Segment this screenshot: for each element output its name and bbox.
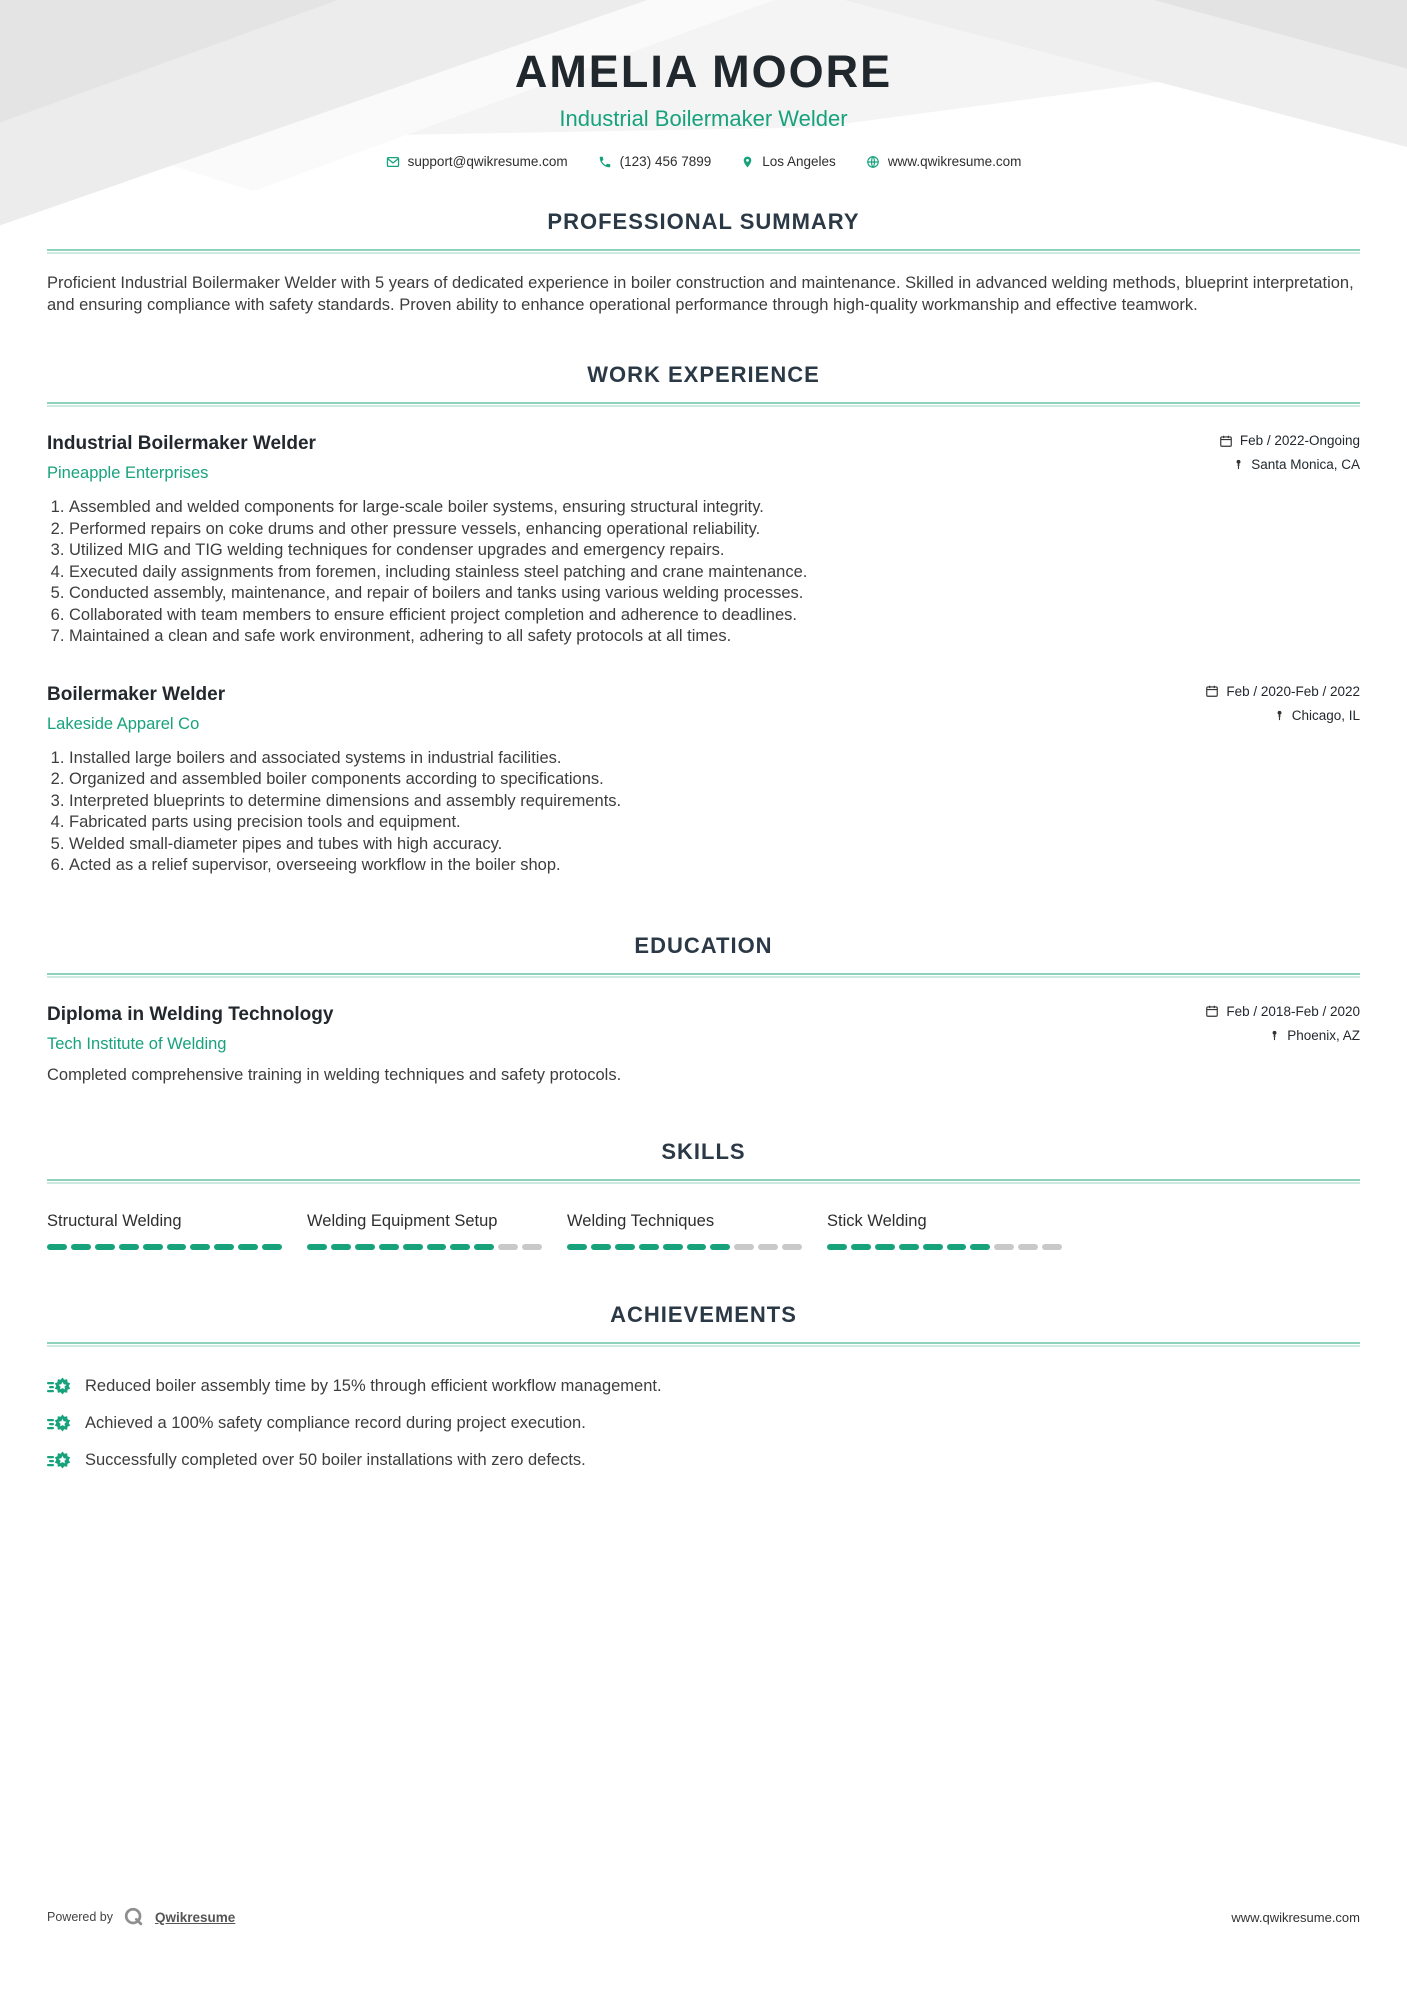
bullet-item: 4. Executed daily assignments from foremen, including stainless steel patching and crane maintenance.	[69, 562, 1360, 584]
skill-item	[827, 1212, 1062, 1250]
job-header	[47, 684, 1360, 734]
skill-bar	[827, 1244, 1062, 1250]
job-entry	[47, 684, 1360, 877]
email-icon	[386, 155, 400, 169]
skill-bar	[307, 1244, 542, 1250]
job-location-line	[1140, 457, 1360, 472]
contact-phone-text: (123) 456 7899	[619, 154, 712, 169]
education-meta	[1140, 1004, 1360, 1052]
skill-bar-segment	[875, 1244, 895, 1250]
skill-bar-segment	[994, 1244, 1014, 1250]
skill-bar-segment	[307, 1244, 327, 1250]
education-dates: Feb / 2018-Feb / 2020	[1226, 1003, 1360, 1019]
skill-bar-segment	[639, 1244, 659, 1250]
phone-icon	[598, 155, 612, 169]
job-title-block	[47, 684, 225, 734]
skill-bar	[567, 1244, 802, 1250]
contact-email	[386, 154, 568, 169]
skill-bar-segment	[947, 1244, 967, 1250]
globe-icon	[866, 155, 880, 169]
skill-bar-segment	[522, 1244, 542, 1250]
award-badge-icon	[47, 1412, 71, 1436]
skill-bar-segment	[427, 1244, 447, 1250]
skill-bar-segment	[758, 1244, 778, 1250]
summary-text: Proficient Industrial Boilermaker Welder with 5 years of dedicated experience in boiler construction and maintenance. Skilled in advanced welding methods, blueprint interpretation, and ensuring compliance with safety standards. Proven ability to enhance operational performance through high-quality workmanship and effective teamwork.	[47, 274, 1354, 314]
contact-phone	[598, 154, 712, 169]
calendar-icon	[1219, 434, 1233, 448]
education-title-block	[47, 1004, 333, 1054]
achievement-text: Achieved a 100% safety compliance record during project execution.	[85, 1414, 586, 1432]
section-work-experience	[47, 362, 1360, 877]
contact-location-text: Los Angeles	[762, 154, 836, 169]
qwikresume-brand-link[interactable]: Qwikresume	[155, 1909, 236, 1925]
section-divider	[47, 249, 1360, 254]
pushpin-icon	[1269, 1029, 1280, 1042]
job-meta	[1140, 433, 1360, 481]
skill-bar-segment	[119, 1244, 139, 1250]
skill-item	[307, 1212, 542, 1250]
section-divider	[47, 402, 1360, 407]
skill-bar-segment	[734, 1244, 754, 1250]
education-school: Tech Institute of Welding	[47, 1034, 227, 1053]
skill-item	[47, 1212, 282, 1250]
bullet-item: 1. Installed large boilers and associated systems in industrial facilities.	[69, 748, 1360, 770]
education-title: Diploma in Welding Technology	[47, 1003, 334, 1025]
skill-bar-segment	[851, 1244, 871, 1250]
header	[47, 0, 1360, 169]
contact-website[interactable]	[866, 154, 1022, 169]
skill-bar-segment	[355, 1244, 375, 1250]
education-location: Phoenix, AZ	[1287, 1027, 1360, 1043]
job-company: Lakeside Apparel Co	[47, 714, 200, 733]
work-heading: WORK EXPERIENCE	[587, 362, 820, 387]
skill-bar-segment	[970, 1244, 990, 1250]
skill-bar	[47, 1244, 282, 1250]
award-badge-icon	[47, 1375, 71, 1399]
skill-name: Structural Welding	[47, 1211, 182, 1230]
education-dates-line	[1140, 1004, 1360, 1019]
award-badge-icon	[47, 1449, 71, 1473]
section-divider	[47, 973, 1360, 978]
job-dates-line	[1140, 433, 1360, 448]
achievements-list	[47, 1375, 1360, 1473]
bullet-item: 7. Maintained a clean and safe work environment, adhering to all safety protocols at all times.	[69, 626, 1360, 648]
job-bullet-list	[47, 497, 1360, 648]
skill-bar-segment	[1018, 1244, 1038, 1250]
education-description: Completed comprehensive training in welding techniques and safety protocols.	[47, 1065, 622, 1084]
skill-bar-segment	[591, 1244, 611, 1250]
section-summary	[47, 209, 1360, 316]
skill-bar-segment	[167, 1244, 187, 1250]
pushpin-icon	[1274, 709, 1285, 722]
job-meta	[1140, 684, 1360, 732]
powered-by-label: Powered by	[47, 1910, 114, 1924]
skill-bar-segment	[710, 1244, 730, 1250]
achievement-item	[47, 1412, 1360, 1436]
skill-bar-segment	[331, 1244, 351, 1250]
achievement-item	[47, 1449, 1360, 1473]
skill-item	[567, 1212, 802, 1250]
footer	[47, 1906, 1360, 1928]
skills-grid	[47, 1212, 1360, 1250]
section-divider	[47, 1342, 1360, 1347]
achievements-heading: ACHIEVEMENTS	[610, 1301, 797, 1327]
section-skills	[47, 1139, 1360, 1250]
bullet-item: 6. Acted as a relief supervisor, overseeing workflow in the boiler shop.	[69, 855, 1360, 877]
skill-bar-segment	[71, 1244, 91, 1250]
section-achievements	[47, 1302, 1360, 1473]
calendar-icon	[1205, 684, 1219, 698]
bullet-item: 2. Performed repairs on coke drums and other pressure vessels, enhancing operational reliability.	[69, 519, 1360, 541]
skill-bar-segment	[498, 1244, 518, 1250]
job-company: Pineapple Enterprises	[47, 464, 209, 482]
skill-bar-segment	[214, 1244, 234, 1250]
skill-bar-segment	[47, 1244, 67, 1250]
contact-location	[741, 154, 836, 169]
contact-email-text: support@qwikresume.com	[407, 154, 568, 169]
skill-name: Stick Welding	[827, 1211, 927, 1230]
skill-bar-segment	[262, 1244, 282, 1250]
bullet-item: 3. Utilized MIG and TIG welding techniques for condenser upgrades and emergency repairs.	[69, 540, 1360, 562]
qwikresume-logo-icon[interactable]	[123, 1906, 145, 1928]
achievement-text: Reduced boiler assembly time by 15% through efficient workflow management.	[85, 1377, 662, 1395]
contact-website-text: www.qwikresume.com	[887, 154, 1022, 169]
section-divider	[47, 1179, 1360, 1184]
job-location: Chicago, IL	[1291, 707, 1360, 723]
achievement-item	[47, 1375, 1360, 1399]
bullet-item: 5. Welded small-diameter pipes and tubes with high accuracy.	[69, 834, 1360, 856]
skill-bar-segment	[687, 1244, 707, 1250]
powered-by-block	[47, 1906, 235, 1928]
bullet-item: 2. Organized and assembled boiler components according to specifications.	[69, 769, 1360, 791]
bullet-item: 4. Fabricated parts using precision tools and equipment.	[69, 812, 1360, 834]
skill-bar-segment	[923, 1244, 943, 1250]
skill-bar-segment	[143, 1244, 163, 1250]
bullet-item: 3. Interpreted blueprints to determine dimensions and assembly requirements.	[69, 791, 1360, 813]
bullet-item: 1. Assembled and welded components for large-scale boiler systems, ensuring structural integrity.	[69, 497, 1360, 519]
bullet-item: 6. Collaborated with team members to ensure efficient project completion and adherence to deadlines.	[69, 605, 1360, 627]
job-location-line	[1140, 708, 1360, 723]
footer-website-link[interactable]: www.qwikresume.com	[1231, 1909, 1360, 1925]
job-header	[47, 433, 1360, 483]
job-location: Santa Monica, CA	[1251, 457, 1360, 472]
skill-bar-segment	[615, 1244, 635, 1250]
candidate-name: AMELIA MOORE	[514, 46, 893, 97]
job-dates: Feb / 2022-Ongoing	[1239, 433, 1360, 448]
job-dates: Feb / 2020-Feb / 2022	[1226, 683, 1360, 699]
achievement-text: Successfully completed over 50 boiler installations with zero defects.	[85, 1451, 586, 1469]
job-bullet-list	[47, 748, 1360, 877]
skill-bar-segment	[899, 1244, 919, 1250]
job-title: Boilermaker Welder	[47, 683, 226, 705]
candidate-title: Industrial Boilermaker Welder	[559, 106, 848, 131]
education-location-line	[1140, 1028, 1360, 1043]
skill-bar-segment	[663, 1244, 683, 1250]
education-heading: EDUCATION	[634, 932, 773, 958]
skill-bar-segment	[450, 1244, 470, 1250]
education-entry	[47, 1004, 1360, 1085]
skill-bar-segment	[403, 1244, 423, 1250]
job-dates-line	[1140, 684, 1360, 699]
skill-bar-segment	[474, 1244, 494, 1250]
education-header	[47, 1004, 1360, 1054]
pushpin-icon	[1233, 458, 1244, 471]
skill-bar-segment	[567, 1244, 587, 1250]
location-icon	[741, 155, 754, 169]
skill-bar-segment	[238, 1244, 258, 1250]
bullet-item: 5. Conducted assembly, maintenance, and repair of boilers and tanks using various welding processes.	[69, 583, 1360, 605]
summary-heading: PROFESSIONAL SUMMARY	[547, 209, 860, 234]
skill-bar-segment	[190, 1244, 210, 1250]
job-entry	[47, 433, 1360, 648]
skill-bar-segment	[827, 1244, 847, 1250]
skill-bar-segment	[782, 1244, 802, 1250]
job-title: Industrial Boilermaker Welder	[47, 433, 316, 454]
contact-row	[47, 154, 1360, 169]
job-title-block	[47, 433, 316, 483]
skill-bar-segment	[95, 1244, 115, 1250]
skill-name: Welding Techniques	[567, 1211, 715, 1230]
skill-bar-segment	[1042, 1244, 1062, 1250]
skills-heading: SKILLS	[661, 1138, 746, 1164]
section-education	[47, 933, 1360, 1085]
skill-bar-segment	[379, 1244, 399, 1250]
skill-name: Welding Equipment Setup	[307, 1211, 498, 1230]
calendar-icon	[1205, 1004, 1219, 1018]
